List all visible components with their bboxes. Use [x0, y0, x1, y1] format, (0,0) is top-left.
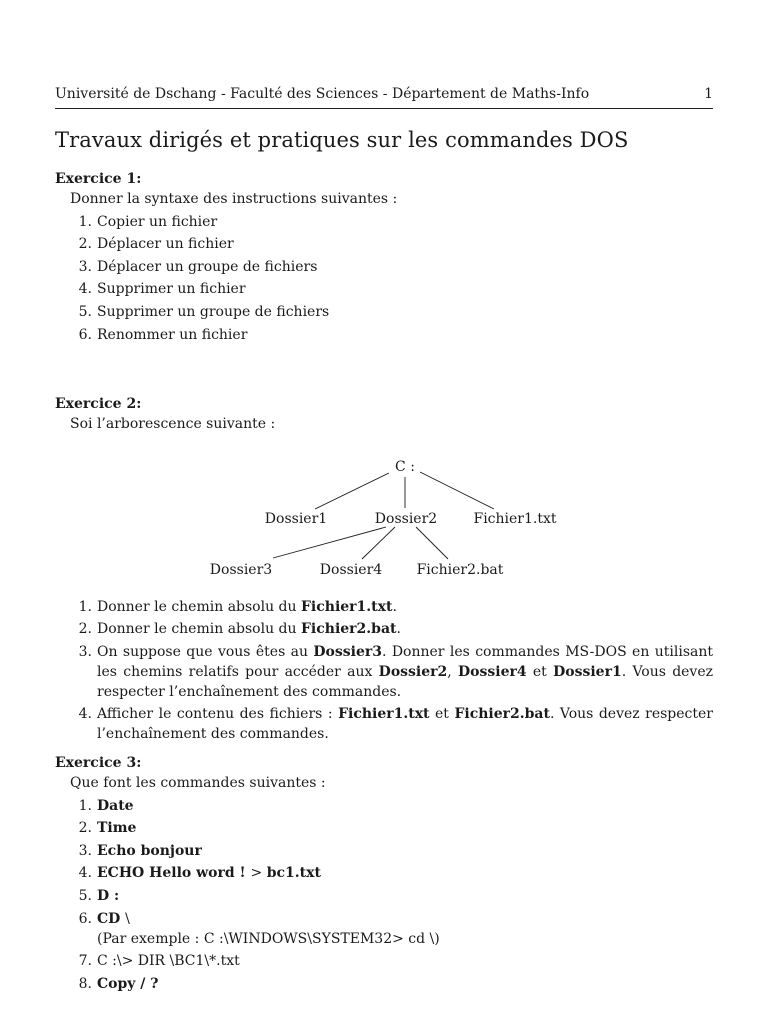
- tree-node-dossier4: Dossier4: [319, 562, 383, 578]
- item-text: Afficher le contenu des fichiers : Fichier1.txt et Fichier2.bat. Vous devez respecter l’enchaînement des commandes.: [97, 706, 714, 743]
- item-text: Copier un fichier: [97, 213, 218, 230]
- list-item: [55, 909, 713, 949]
- item-text: Donner le chemin absolu du Fichier1.txt.: [97, 598, 397, 615]
- list-item: [55, 841, 713, 861]
- item-number: 4.: [78, 865, 92, 882]
- item-text: CD \ (Par exemple : C :\WINDOWS\SYSTEM32> cd \): [97, 910, 440, 947]
- item-number: 4.: [78, 281, 92, 298]
- tree-edge: [420, 472, 494, 509]
- page-title: Travaux dirigés et pratiques sur les commandes DOS: [55, 128, 629, 152]
- item-number: 7.: [78, 953, 92, 970]
- item-number: 2.: [78, 820, 92, 837]
- list-item: [55, 704, 713, 744]
- item-text: Date: [97, 797, 134, 814]
- item-text: On suppose que vous êtes au Dossier3. Donner les commandes MS-DOS en utilisant les chemins relatifs pour accéder aux Dossier2, Dossier4 et Dossier1. Vous devez respecter l’enchaînement des commandes.: [97, 643, 714, 700]
- list-item: [55, 951, 713, 971]
- item-number: 3.: [78, 258, 92, 275]
- item-number: 8.: [78, 975, 92, 992]
- list-item: [55, 818, 713, 838]
- exercice-3-heading: Exercice 3:: [55, 755, 142, 771]
- item-text: Déplacer un fichier: [97, 236, 234, 253]
- exercice-1-heading: Exercice 1:: [55, 171, 142, 187]
- item-text: ECHO Hello word ! > bc1.txt: [97, 865, 321, 882]
- item-number: 2.: [78, 621, 92, 638]
- list-item: [55, 642, 713, 702]
- item-text: Renommer un fichier: [97, 326, 248, 343]
- item-text: Time: [97, 820, 137, 837]
- tree-node-dossier1: Dossier1: [264, 511, 328, 527]
- list-item: [55, 974, 713, 994]
- item-number: 1.: [78, 598, 92, 615]
- tree-node-dossier2: Dossier2: [374, 511, 438, 527]
- item-text: Donner le chemin absolu du Fichier2.bat.: [97, 621, 401, 638]
- item-number: 5.: [78, 887, 92, 904]
- item-text: D :: [97, 887, 120, 904]
- exercice-2-questions: [55, 594, 713, 744]
- tree-edge: [416, 527, 448, 559]
- exercice-2-heading: Exercice 2:: [55, 396, 142, 412]
- item-text: Supprimer un groupe de fichiers: [97, 303, 330, 320]
- list-item: [55, 886, 713, 906]
- item-number: 6.: [78, 326, 92, 343]
- item-text: Déplacer un groupe de fichiers: [97, 258, 318, 275]
- tree-node-root: C :: [395, 459, 415, 475]
- item-text: C :\> DIR \BC1\*.txt: [97, 953, 240, 970]
- item-number: 5.: [78, 303, 92, 320]
- item-number: 3.: [78, 842, 92, 859]
- tree-edge: [273, 527, 386, 558]
- list-item: [55, 619, 713, 639]
- item-number: 1.: [78, 213, 92, 230]
- tree-node-fichier1: Fichier1.txt: [473, 511, 557, 527]
- tree-edge: [315, 473, 389, 509]
- item-note: (Par exemple : C :\WINDOWS\SYSTEM32> cd \): [97, 930, 440, 947]
- tree-node-fichier2: Fichier2.bat: [416, 562, 504, 578]
- item-number: 4.: [78, 706, 92, 723]
- exercice-3-list: [55, 796, 713, 994]
- item-number: 2.: [78, 236, 92, 253]
- tree-node-dossier3: Dossier3: [209, 562, 273, 578]
- page-number: 1: [704, 86, 713, 102]
- item-text: Supprimer un fichier: [97, 281, 246, 298]
- item-number: 6.: [78, 910, 92, 927]
- list-item: [55, 863, 713, 883]
- exercice-3: [55, 753, 713, 994]
- list-item: [55, 796, 713, 816]
- exercice-3-intro: Que font les commandes suivantes :: [70, 775, 326, 791]
- item-text: Copy / ?: [97, 975, 159, 992]
- item-text: Echo bonjour: [97, 842, 202, 859]
- item-number: 1.: [78, 797, 92, 814]
- item-number: 3.: [78, 643, 92, 660]
- exercice-2-list: [55, 597, 713, 745]
- exercice-1-intro: Donner la syntaxe des instructions suivantes :: [70, 191, 398, 207]
- exercice-2-intro: Soi l’arborescence suivante :: [70, 416, 276, 432]
- header-institution: Université de Dschang - Faculté des Sciences - Département de Maths-Info: [55, 86, 590, 102]
- list-item: [55, 597, 713, 617]
